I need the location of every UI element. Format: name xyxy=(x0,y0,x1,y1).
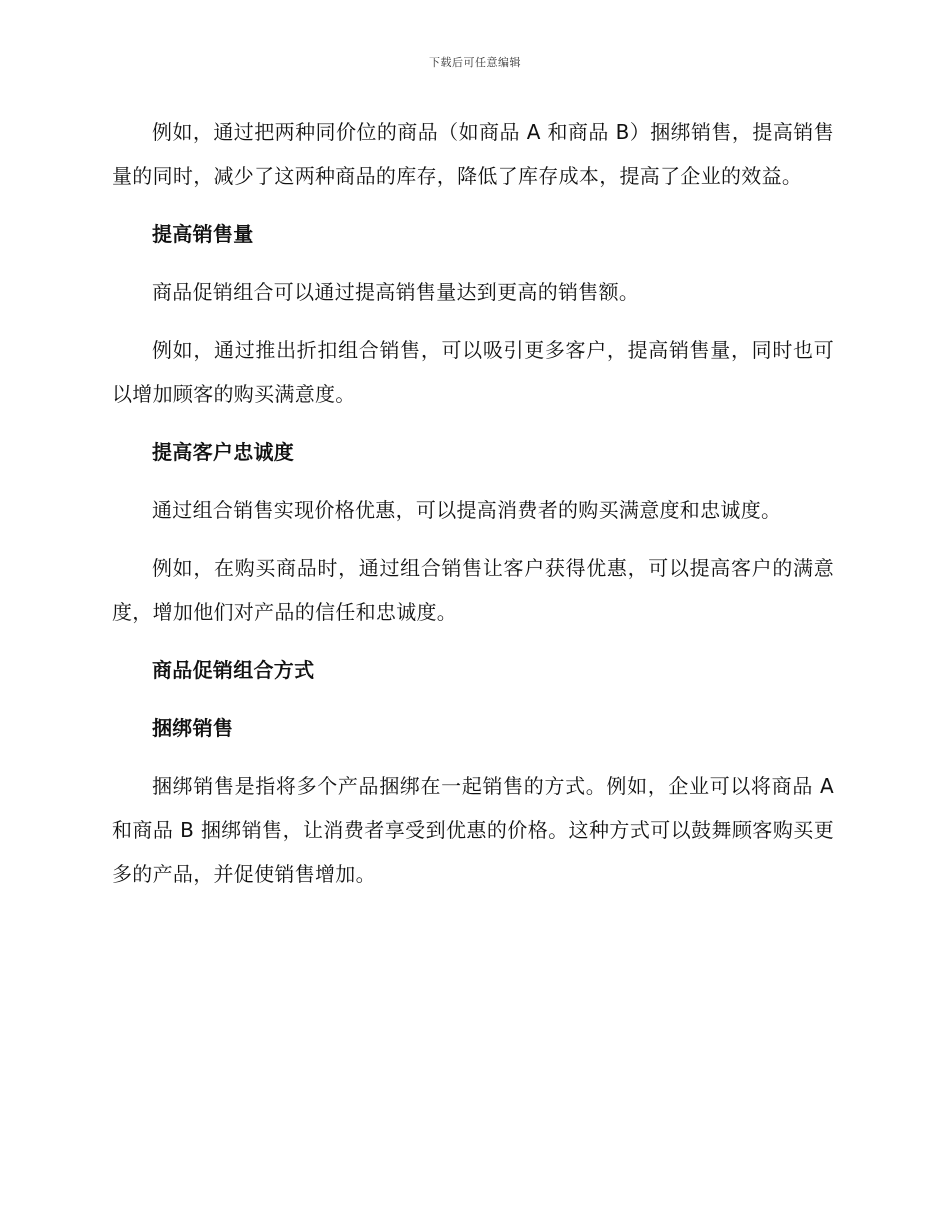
paragraph-sales-volume: 商品促销组合可以通过提高销售量达到更高的销售额。 xyxy=(152,280,640,304)
paragraph-bundle-definition: 捆绑销售是指将多个产品捆绑在一起销售的方式。例如，企业可以将商品 A 和商品 B 捆绑销售，让消费者享受到优惠的价格。这种方式可以鼓舞顾客购买更多的产品，并促使销售增加。 xyxy=(112,774,834,886)
heading-customer-loyalty: 提高客户忠诚度 xyxy=(152,440,295,464)
page-header-note: 下载后可任意编辑 xyxy=(429,56,521,69)
paragraph-discount-example: 例如，通过推出折扣组合销售，可以吸引更多客户，提高销售量，同时也可以增加顾客的购买满意度。 xyxy=(112,338,834,406)
paragraph-bundle-example: 例如，通过把两种同价位的商品（如商品 A 和商品 B）捆绑销售，提高销售量的同时，减少了这两种商品的库存，降低了库存成本，提高了企业的效益。 xyxy=(112,120,834,188)
paragraph-price-benefit: 通过组合销售实现价格优惠，可以提高消费者的购买满意度和忠诚度。 xyxy=(152,498,782,522)
heading-bundle-sales: 捆绑销售 xyxy=(152,716,234,740)
document-body xyxy=(112,110,834,910)
paragraph-loyalty-example: 例如，在购买商品时，通过组合销售让客户获得优惠，可以提高客户的满意度，增加他们对产品的信任和忠诚度。 xyxy=(112,556,834,624)
heading-increase-sales: 提高销售量 xyxy=(152,222,254,246)
heading-promotion-methods: 商品促销组合方式 xyxy=(152,658,315,682)
